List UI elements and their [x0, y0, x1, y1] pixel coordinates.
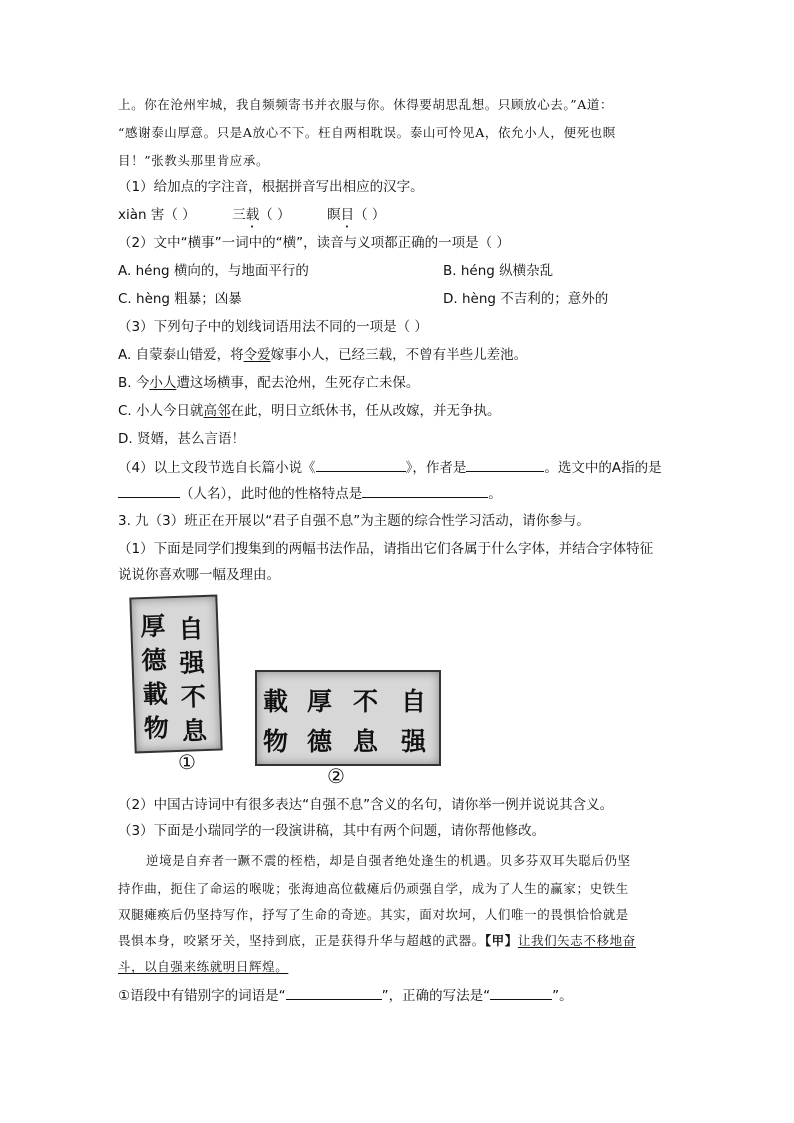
blank-author[interactable] [466, 458, 544, 472]
calligraphy-1-label: ① [178, 750, 196, 774]
calligraphy-1-char: 載 [142, 679, 169, 710]
q4-line-1: （4）以上文段节选自长篇小说《 》，作者是 。选文中的A指的是 [118, 460, 662, 476]
q4-line-2: （人名），此时他的性格特点是 。 [118, 484, 502, 503]
q1-item-mingmu: 瞑目（ ） [327, 207, 386, 223]
q3-option-c: C. 小人今日就高邻在此，明日立纸休书，任从改嫁，并无争执。 [118, 403, 501, 419]
section3-sub1-line-2: 说说你喜欢哪一幅及理由。 [118, 567, 280, 583]
calligraphy-1-char: 不 [180, 681, 207, 712]
speech-line-1: 逆境是自弃者一蹶不震的桎梏，却是自强者绝处逢生的机遇。贝多芬双耳失聪后仍坚 [146, 853, 631, 868]
q2-option-a: A. héng 横向的，与地面平行的 [118, 263, 309, 279]
calligraphy-image-1 [129, 595, 222, 754]
calligraphy-1-char: 强 [179, 648, 206, 678]
passage-line-1: 上。你在沧州牢城，我自频频寄书并衣服与你。休得要胡思乱想。只顾放心去。”A道： [118, 97, 614, 112]
calligraphy-2-char: 載 [263, 687, 289, 716]
q1-item-xianhai: xiàn 害（ ） [118, 207, 196, 223]
calligraphy-image-2 [255, 670, 441, 766]
q3-option-a: A. 自蒙泰山错爱，将令爱嫁事小人，已经三载，不曾有半些儿差池。 [118, 347, 528, 363]
section3-sub3: （3）下面是小瑞同学的一段演讲稿，其中有两个问题，请你帮他修改。 [118, 823, 546, 839]
calligraphy-2-char: 厚 [307, 687, 333, 716]
q3-option-b: B. 今小人遭这场横事，配去沧州，生死存亡未保。 [118, 375, 420, 391]
blank-correct-word[interactable] [490, 986, 552, 1000]
q1-stem: （1）给加点的字注音，根据拼音写出相应的汉字。 [118, 179, 424, 195]
calligraphy-1-char: 自 [177, 614, 204, 644]
calligraphy-2-label: ② [327, 764, 345, 788]
speech-line-5: 斗，以自强来练就明日辉煌。 [118, 959, 289, 974]
q1-item-zai: 三载（ ） [232, 207, 291, 223]
blank-novel-title[interactable] [316, 458, 406, 472]
q1-items [118, 206, 385, 231]
q2-option-d: D. hèng 不吉利的；意外的 [443, 291, 609, 307]
blank-person-name[interactable] [118, 484, 180, 498]
calligraphy-1-char: 物 [143, 713, 170, 744]
calligraphy-2-char: 强 [401, 727, 427, 756]
q2-stem: （2）文中“横事”一词中的“横”，读音与义项都正确的一项是（ ） [118, 235, 510, 251]
passage-line-3: 目！”张教头那里肯应承。 [118, 153, 270, 168]
blank-character-trait[interactable] [362, 484, 488, 498]
calligraphy-2-char: 息 [353, 727, 379, 756]
speech-line-4: 畏惧本身，咬紧牙关，坚持到底，正是获得升华与超越的武器。【甲】让我们矢志不移地奋 [118, 933, 636, 948]
passage-line-2: “感谢泰山厚意。只是A放心不下。枉自两相耽误。泰山可怜见A，依允小人，便死也瞑 [118, 125, 616, 140]
q2-option-c: C. hèng 粗暴；凶暴 [118, 291, 242, 307]
calligraphy-1-char: 息 [181, 715, 208, 746]
speech-line-3: 双腿瘫痪后仍坚持写作，抒写了生命的奇迹。其实，面对坎坷，人们唯一的畏惧恰恰就是 [118, 907, 629, 922]
q3-stem: （3）下列句子中的划线词语用法不同的一项是（ ） [118, 319, 428, 335]
section3-sub1-line-1: （1）下面是同学们搜集到的两幅书法作品，请指出它们各属于什么字体，并结合字体特征 [118, 541, 654, 557]
calligraphy-1-char: 厚 [139, 611, 166, 642]
q3-sub1: ①语段中有错别字的词语是“ ”，正确的写法是“ ”。 [118, 988, 573, 1004]
calligraphy-2-char: 物 [263, 727, 289, 756]
speech-line-2: 持作曲，扼住了命运的喉咙；张海迪高位截瘫后仍顽强自学，成为了人生的赢家；史铁生 [118, 881, 629, 896]
section3-intro: 3. 九（3）班正在开展以“君子自强不息”为主题的综合性学习活动，请你参与。 [118, 513, 590, 529]
q3-option-d: D. 贤婿，甚么言语！ [118, 431, 245, 447]
blank-wrong-word[interactable] [286, 986, 382, 1000]
calligraphy-2-char: 自 [401, 687, 427, 716]
calligraphy-2-char: 不 [353, 687, 379, 716]
calligraphy-2-char: 德 [307, 727, 333, 756]
q2-option-b: B. héng 纵横杂乱 [443, 263, 554, 279]
section3-sub2: （2）中国古诗词中有很多表达“自强不息”含义的名句，请你举一例并说说其含义。 [118, 797, 614, 813]
calligraphy-1-char: 德 [141, 645, 168, 676]
